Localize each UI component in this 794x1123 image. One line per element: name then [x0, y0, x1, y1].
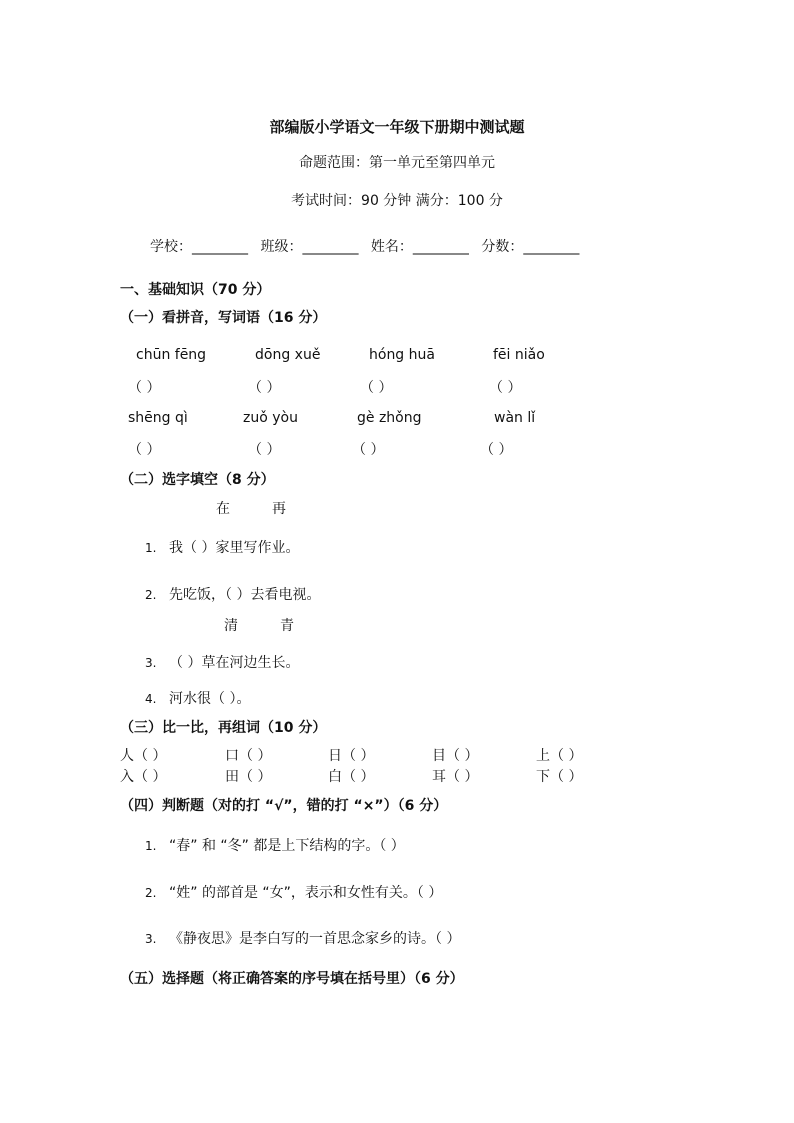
item-text[interactable]: （ ）草在河边生长。: [169, 655, 300, 671]
pinyin-item: hóng huā: [369, 347, 435, 363]
compare-item[interactable]: 下（ ）: [536, 769, 583, 785]
fill-item: [145, 537, 299, 557]
pinyin-item: fēi niǎo: [493, 347, 545, 363]
item-number: 1.: [145, 541, 157, 555]
student-info-row: [150, 236, 587, 256]
item-text[interactable]: 先吃饭，（ ）去看电视。: [169, 587, 321, 603]
pinyin-item: zuǒ yòu: [243, 410, 298, 426]
item-text[interactable]: “姓” 的部首是 “女”，表示和女性有关。（ ）: [169, 885, 443, 901]
fill-item: [145, 688, 250, 708]
judge-item: [145, 835, 405, 855]
score-field[interactable]: 分数：________: [481, 239, 580, 255]
compare-item[interactable]: 目（ ）: [432, 748, 479, 764]
item-number: 2.: [145, 588, 157, 602]
part-2-title: （二）选字填空（8 分）: [120, 472, 275, 488]
item-number: 4.: [145, 692, 157, 706]
judge-item: [145, 928, 460, 948]
answer-blank[interactable]: （ ）: [360, 380, 393, 396]
option-char: 在: [216, 501, 230, 517]
compare-item[interactable]: 田（ ）: [225, 769, 272, 785]
exam-time-score: 考试时间：90 分钟 满分：100 分: [291, 193, 503, 209]
item-number: 1.: [145, 839, 157, 853]
school-field[interactable]: 学校：________: [150, 239, 248, 255]
option-char: 再: [272, 501, 286, 517]
class-field[interactable]: 班级：________: [260, 239, 359, 255]
pinyin-item: dōng xuě: [255, 347, 321, 363]
name-field[interactable]: 姓名：________: [370, 239, 469, 255]
answer-blank[interactable]: （ ）: [128, 442, 161, 458]
compare-item[interactable]: 白（ ）: [328, 769, 375, 785]
item-text[interactable]: “春” 和 “冬” 都是上下结构的字。（ ）: [169, 838, 405, 854]
part-3-title: （三）比一比，再组词（10 分）: [120, 720, 327, 736]
item-number: 3.: [145, 932, 157, 946]
fill-item: [145, 652, 299, 672]
compare-item[interactable]: 日（ ）: [328, 748, 375, 764]
item-text[interactable]: 《静夜思》是李白写的一首思念家乡的诗。（ ）: [169, 931, 461, 947]
option-char: 清: [224, 618, 238, 634]
section-1-title: 一、基础知识（70 分）: [120, 282, 271, 298]
answer-blank[interactable]: （ ）: [480, 442, 513, 458]
exam-scope: 命题范围：第一单元至第四单元: [299, 155, 495, 171]
part-4-title: （四）判断题（对的打 “√”，错的打 “×”）（6 分）: [120, 798, 448, 814]
item-number: 2.: [145, 886, 157, 900]
answer-blank[interactable]: （ ）: [489, 380, 522, 396]
answer-blank[interactable]: （ ）: [352, 442, 385, 458]
pinyin-item: shēng qì: [128, 410, 188, 426]
answer-blank[interactable]: （ ）: [128, 380, 161, 396]
compare-item[interactable]: 上（ ）: [536, 748, 583, 764]
item-text[interactable]: 我（ ）家里写作业。: [169, 540, 300, 556]
part-1-title: （一）看拼音，写词语（16 分）: [120, 310, 327, 326]
answer-blank[interactable]: （ ）: [248, 380, 281, 396]
pinyin-item: chūn fēng: [136, 347, 207, 363]
compare-item[interactable]: 口（ ）: [225, 748, 272, 764]
option-char: 青: [280, 618, 294, 634]
pinyin-item: gè zhǒng: [357, 410, 422, 426]
compare-item[interactable]: 人（ ）: [120, 748, 167, 764]
compare-item[interactable]: 耳（ ）: [432, 769, 479, 785]
pinyin-item: wàn lǐ: [494, 410, 536, 426]
item-number: 3.: [145, 656, 157, 670]
exam-title: 部编版小学语文一年级下册期中测试题: [269, 118, 525, 136]
answer-blank[interactable]: （ ）: [248, 442, 281, 458]
part-5-title: （五）选择题（将正确答案的序号填在括号里）（6 分）: [120, 971, 464, 987]
judge-item: [145, 882, 442, 902]
compare-item[interactable]: 入（ ）: [120, 769, 167, 785]
item-text[interactable]: 河水很（ ）。: [169, 691, 251, 707]
fill-item: [145, 584, 320, 604]
